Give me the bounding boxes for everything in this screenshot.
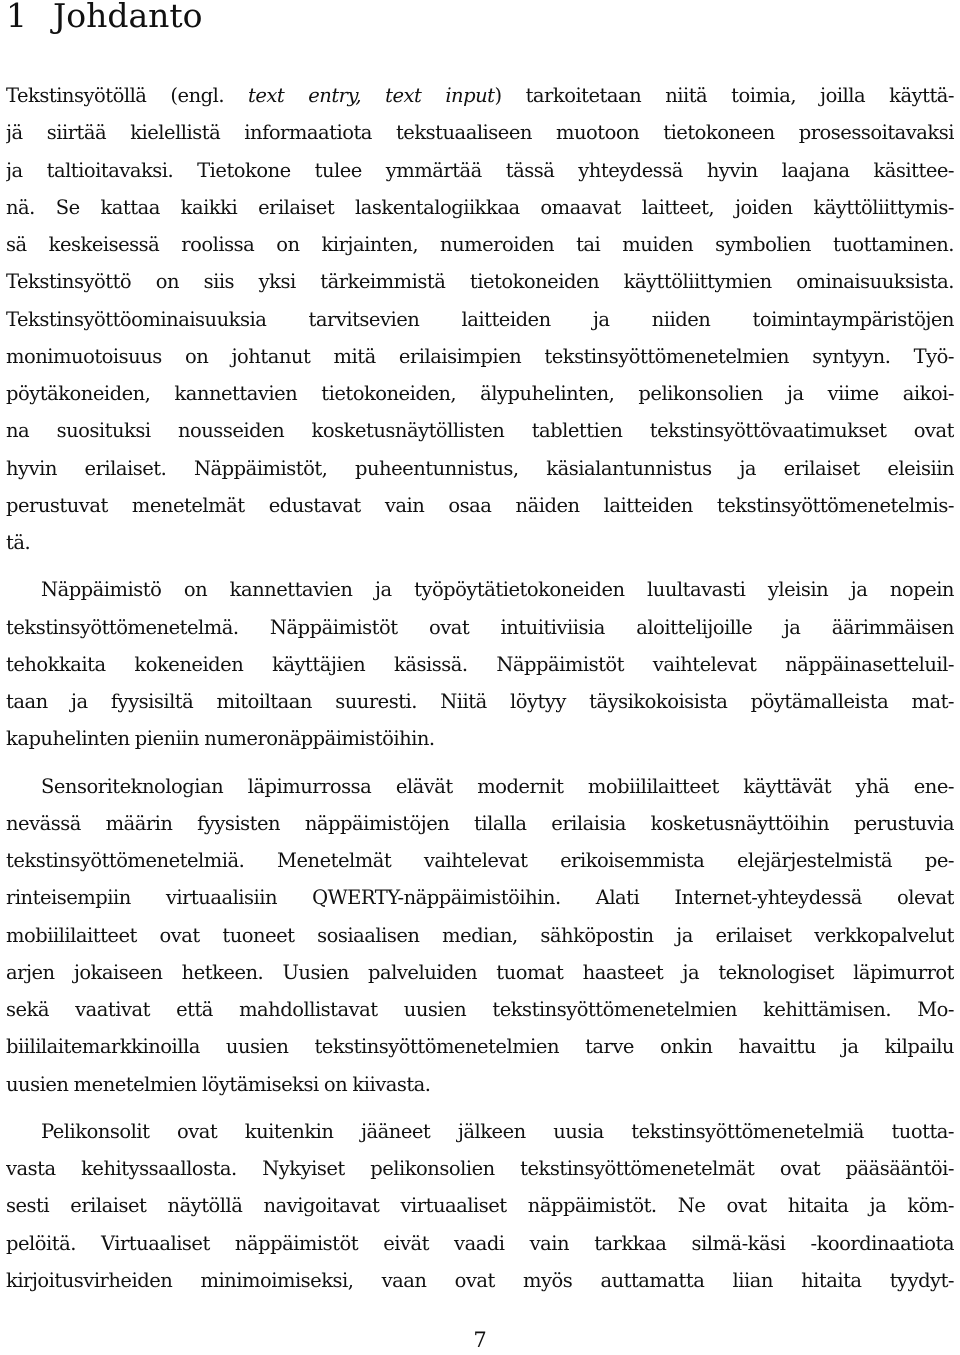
page-number: 7 (473, 1328, 487, 1352)
paragraph-4-line: Pelikonsolit ovat kuitenkin jääneet jälkeen uusia tekstinsyöttömenetelmiä tuotta- (41, 1119, 954, 1143)
paragraph-1-line: monimuotoisuus on johtanut mitä erilaisimpien tekstinsyöttömenetelmien syntyyn. Työ- (6, 344, 954, 368)
paragraph-4-line: kirjoitusvirheiden minimoimiseksi, vaan ovat myös auttamatta liian hitaita tyydyt- (6, 1268, 954, 1292)
paragraph-1-line: Tekstinsyöttö on siis yksi tärkeimmistä tietokoneiden käyttöliittymien ominaisuuksista. (6, 270, 954, 294)
paragraph-2-line: kapuhelinten pieniin numeronäppäimistöihin. (6, 727, 435, 751)
paragraph-3-line: arjen jokaiseen hetkeen. Uusien palveluiden tuomat haasteet ja teknologiset läpimurrot (6, 960, 954, 984)
paragraph-1-line: Tekstinsyötöllä (engl. text entry, text input) tarkoitetaan niitä toimia, joilla käyttä- (6, 84, 954, 107)
paragraph-3-line: mobiililaitteet ovat tuoneet sosiaalisen median, sähköpostin ja erilaiset verkkopalvelut (6, 923, 954, 947)
section-number: 1 (6, 0, 27, 35)
paragraph-1-line: jä siirtää kielellistä informaatiota tekstuaaliseen muotoon tietokoneen prosessoitavaksi (6, 121, 954, 145)
paragraph-1-line: tä. (6, 531, 31, 554)
paragraph-2-line: taan ja fyysisiltä mitoiltaan suuresti. Niitä löytyy täysikokoisista pöytämalleista mat- (6, 690, 954, 713)
paragraph-3-line: biililaitemarkkinoilla uusien tekstinsyöttömenetelmien tarve onkin havaittu ja kilpailu (6, 1035, 954, 1059)
paragraph-1-line: na suosituksi nousseiden kosketusnäytöllisten tablettien tekstinsyöttövaatimukset ovat (6, 419, 954, 443)
paragraph-3-line: sekä vaativat että mahdollistavat uusien tekstinsyöttömenetelmien kehittämisen. Mo- (6, 998, 954, 1021)
section-heading (6, 0, 203, 38)
paragraph-2-line: tekstinsyöttömenetelmä. Näppäimistöt ovat intuitiviisia aloittelijoille ja äärimmäisen (6, 615, 954, 639)
paragraph-2-line: Näppäimistö on kannettavien ja työpöytätietokoneiden luultavasti yleisin ja nopein (41, 578, 954, 602)
paragraph-1-line: perustuvat menetelmät edustavat vain osaa näiden laitteiden tekstinsyöttömenetelmis- (6, 493, 954, 517)
paragraph-3-line: uusien menetelmien löytämiseksi on kiivasta. (6, 1072, 431, 1096)
paragraph-4-line: vasta kehityssaallosta. Nykyiset pelikonsolien tekstinsyöttömenetelmät ovat pääsääntöi- (6, 1157, 954, 1180)
paragraph-2-line: tehokkaita kokeneiden käyttäjien käsissä. Näppäimistöt vaihtelevat näppäinasetteluil- (6, 652, 954, 676)
paragraph-3-line: nevässä määrin fyysisten näppäimistöjen tilalla erilaisia kosketusnäyttöihin perustuvia (6, 811, 954, 835)
document-page (6, 0, 954, 1355)
paragraph-1-line: pöytäkoneiden, kannettavien tietokoneiden, älypuhelinten, pelikonsolien ja viime aikoi- (6, 382, 954, 405)
paragraph-3-line: tekstinsyöttömenetelmiä. Menetelmät vaihtelevat erikoisemmista elejärjestelmistä pe- (6, 849, 954, 872)
section-title: Johdanto (53, 0, 203, 35)
body-text (6, 77, 954, 1299)
paragraph-3-line: rinteisempiin virtuaalisiin QWERTY-näppäimistöihin. Alati Internet-yhteydessä olevat (6, 886, 954, 910)
paragraph-1-line: ja taltioitavaksi. Tietokone tulee ymmärtää tässä yhteydessä hyvin laajana käsittee- (6, 158, 954, 182)
paragraph-1-line: Tekstinsyöttöominaisuuksia tarvitsevien laitteiden ja niiden toimintaympäristöjen (6, 307, 954, 331)
paragraph-1-line: sä keskeisessä roolissa on kirjainten, numeroiden tai muiden symbolien tuottaminen. (6, 233, 954, 256)
paragraph-4-line: sesti erilaiset näytöllä navigoitavat virtuaaliset näppäimistöt. Ne ovat hitaita ja köm- (6, 1194, 954, 1218)
paragraph-4-line: pelöitä. Virtuaaliset näppäimistöt eivät vaadi vain tarkkaa silmä-käsi -koordinaatiota (6, 1231, 954, 1255)
paragraph-1-line: hyvin erilaiset. Näppäimistöt, puheentunnistus, käsialantunnistus ja erilaiset eleisiin (6, 456, 954, 480)
paragraph-3-line: Sensoriteknologian läpimurrossa elävät modernit mobiililaitteet käyttävät yhä ene- (41, 774, 954, 798)
paragraph-1-line: nä. Se kattaa kaikki erilaiset laskentalogiikkaa omaavat laitteet, joiden käyttöliittymis- (6, 195, 954, 219)
